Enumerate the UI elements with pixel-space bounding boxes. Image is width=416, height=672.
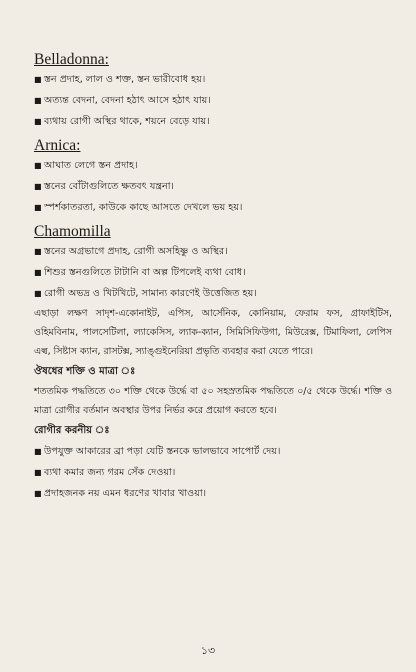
list-item-text: ব্যথায় রোগী অস্থির থাকে, শয়নে বেড়ে যায়। — [44, 116, 210, 127]
bullet-icon: ■ — [34, 96, 42, 105]
potency-heading: ঔষধের শক্তি ও মাত্রা ঃ — [34, 366, 136, 377]
list-item-text: উপযুক্ত আকারের ব্রা পড়া যেটি স্তনকে ভালভাবে সাপোর্ট দেয়। — [44, 446, 281, 457]
list-item-text: ব্যথা কমার জন্য গরম সেঁক দেওয়া। — [44, 467, 176, 478]
list-item — [34, 69, 392, 90]
list-item — [34, 462, 392, 483]
bullet-icon: ■ — [34, 203, 42, 212]
remedy-heading-chamomilla: Chamomilla — [34, 223, 111, 240]
bullet-icon: ■ — [34, 468, 42, 477]
bullet-icon: ■ — [34, 117, 42, 126]
bullet-icon: ■ — [34, 489, 42, 498]
list-item — [34, 111, 392, 132]
list-item-text: রোগী অভদ্র ও খিটখিটে, সামান্য কারণেই উত্তেজিত হয়। — [44, 288, 257, 299]
list-item-text: স্তনের বোঁটাগুলিতে ক্ষতবৎ যন্ত্রনা। — [44, 181, 174, 192]
bullet-icon: ■ — [34, 247, 42, 256]
list-item — [34, 283, 392, 304]
list-item-text: শিশুর স্তনগুলিতে টাটানি বা অল্প টিপলেই ব্যথা বোধ। — [44, 267, 246, 278]
list-item-text: অত্যন্ত বেদনা, বেদনা হঠাৎ আসে হঠাৎ যায়। — [44, 95, 211, 106]
bullet-icon: ■ — [34, 268, 42, 277]
page-content — [34, 50, 392, 504]
list-item-text: আঘাত লেগে স্তন প্রদাহ। — [44, 160, 138, 171]
list-item — [34, 483, 392, 504]
potency-paragraph: শততমিক পদ্ধতিতে ৩০ শক্তি থেকে উর্দ্ধে বা ৫০ সহস্রতমিক পদ্ধতিতে ০/৫ থেকে উর্দ্ধে। শক্তি ও মাত্রা রোগীর বর্তমান অবস্থার উপর নির্ভর করে প্রয়োগ করতে হবে। — [34, 386, 392, 416]
list-item — [34, 155, 392, 176]
list-item-text: প্রদাহজনক নয় এমন ধরণের খাবার খাওয়া। — [44, 488, 207, 499]
remedy-heading-arnica: Arnica: — [34, 137, 81, 154]
bullet-icon: ■ — [34, 182, 42, 191]
list-item-text: স্পর্শকাতরতা, কাউকে কাছে আসতে দেখলে ভয় হয়। — [44, 202, 243, 213]
page-number: ১৩ — [200, 644, 216, 657]
list-item — [34, 197, 392, 218]
list-item — [34, 176, 392, 197]
list-item — [34, 241, 392, 262]
other-remedies-paragraph: এছাড়া লক্ষণ সাদৃশ-একোনাইট, এপিস, আর্সেনিক, কোনিয়াম, ফেরাম ফস, গ্রাফাইটিস, ওহিমবিনাম, পালসেটিলা, ল্যাকেসিস, ল্যাক-ক্যান, সিমিসিফিউগা, মিউরেক্স, টিমাফিলা, লেপিস এল্ব, সিষ্টাস ক্যান, রাসটক্স, স্যাঙ্গুইনেরিয়া প্রভৃতি ব্যবহার করা যেতে পারে। — [34, 308, 392, 357]
list-item-text: স্তনের অগ্রভাগে প্রদাহ, রোগী অসহিষ্ণু ও অস্থির। — [44, 246, 228, 257]
list-item — [34, 90, 392, 111]
bullet-icon: ■ — [34, 289, 42, 298]
bullet-icon: ■ — [34, 447, 42, 456]
list-item-text: স্তন প্রদাহ, লাল ও শক্ত, স্তন ভারীবোধ হয়। — [44, 74, 206, 85]
list-item — [34, 441, 392, 462]
list-item — [34, 262, 392, 283]
bullet-icon: ■ — [34, 75, 42, 84]
bullet-icon: ■ — [34, 161, 42, 170]
remedy-heading-belladonna: Belladonna: — [34, 51, 109, 68]
care-heading: রোগীর করনীয় ঃ — [34, 425, 110, 436]
